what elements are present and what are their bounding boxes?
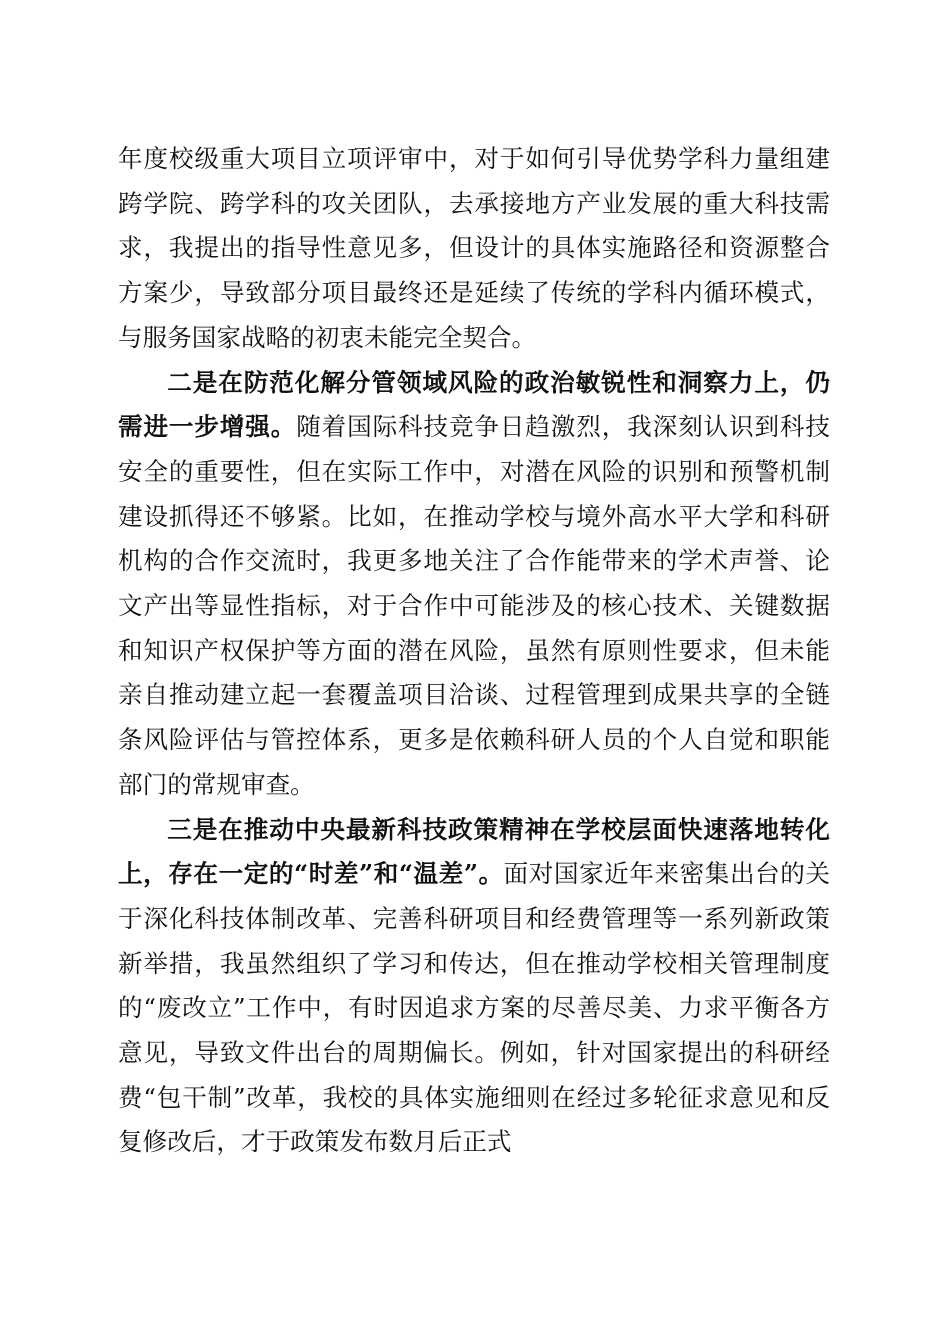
paragraph-point-two: [118, 361, 830, 808]
paragraph-text: 面对国家近年来密集出台的关于深化科技体制改革、完善科研项目和经费管理等一系列新政策新举措，我虽然组织了学习和传达，但在推动学校相关管理制度的“废改立”工作中，有时因追求方案的尽善尽美、力求平衡各方意见，导致文件出台的周期偏长。例如，针对国家提出的科研经费“包干制”改革，我校的具体实施细则在经过多轮征求意见和反复修改后，才于政策发布数月后正式: [118, 859, 830, 1157]
document-body: [118, 137, 830, 1165]
paragraph-text: 随着国际科技竞争日趋激烈，我深刻认识到科技安全的重要性，但在实际工作中，对潜在风险的识别和预警机制建设抓得还不够紧。比如，在推动学校与境外高水平大学和科研机构的合作交流时，我更多地关注了合作能带来的学术声誉、论文产出等显性指标，对于合作中可能涉及的核心技术、关键数据和知识产权保护等方面的潜在风险，虽然有原则性要求，但未能亲自推动建立起一套覆盖项目洽谈、过程管理到成果共享的全链条风险评估与管控体系，更多是依赖科研人员的个人自觉和职能部门的常规审查。: [118, 412, 830, 799]
paragraph-text: 年度校级重大项目立项评审中，对于如何引导优势学科力量组建跨学院、跨学科的攻关团队，去承接地方产业发展的重大科技需求，我提出的指导性意见多，但设计的具体实施路径和资源整合方案少，导致部分项目最终还是延续了传统的学科内循环模式，与服务国家战略的初衷未能完全契合。: [118, 144, 830, 352]
paragraph-point-three: [118, 808, 830, 1166]
paragraph-lead: 二是在防范化解分管领域风险的政治敏锐性和洞察力上，仍需进一步增强。: [118, 367, 830, 442]
paragraph-continuation: [118, 137, 830, 361]
paragraph-lead: 三是在推动中央最新科技政策精神在学校层面快速落地转化上，存在一定的“时差”和“温差”。: [118, 814, 830, 889]
